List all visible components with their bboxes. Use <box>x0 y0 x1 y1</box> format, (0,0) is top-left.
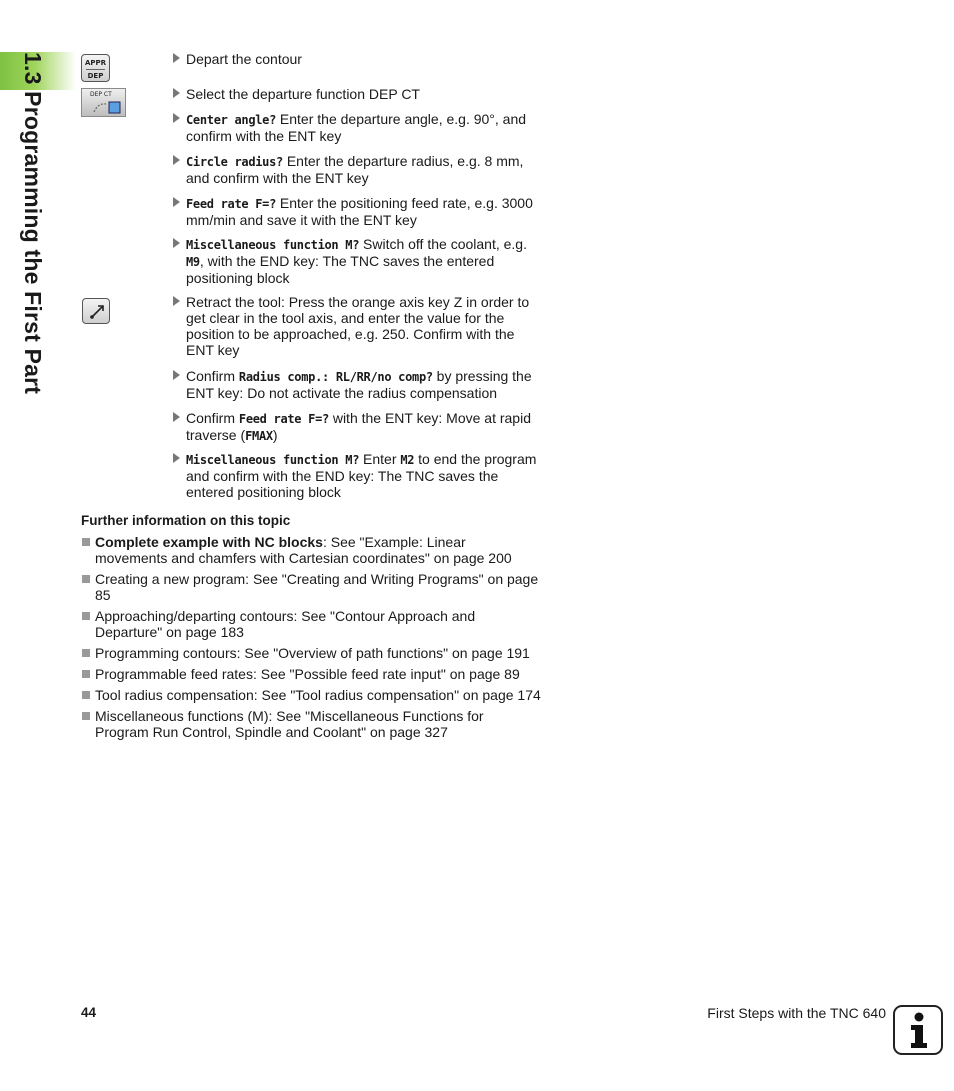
prompt-code: Miscellaneous function M? <box>186 238 360 252</box>
dep-key-label: DEP <box>87 72 104 80</box>
step-text: to end the program and confirm with the END key: The TNC saves the entered positioning block <box>186 451 537 500</box>
inline-code: M9 <box>186 255 200 269</box>
further-info-list <box>81 534 541 745</box>
appr-dep-key-icon <box>81 54 110 82</box>
info-i-glyph-icon <box>895 1007 941 1053</box>
footer-title: First Steps with the TNC 640 <box>707 1005 886 1021</box>
step-text: Enter the departure angle, e.g. 90°, and confirm with the ENT key <box>186 111 527 144</box>
dep-ct-softkey-icon <box>81 88 126 117</box>
step-radius-comp <box>173 368 546 401</box>
step-text: with the ENT key: Move at rapid traverse ( <box>186 410 531 443</box>
step-text: Select the departure function DEP CT <box>186 86 420 102</box>
step-text: Confirm <box>186 368 239 384</box>
step-confirm-feed-rate <box>173 410 546 444</box>
list-item-text: Approaching/departing contours: See "Contour Approach and Departure" on page 183 <box>95 608 476 640</box>
step-feed-rate <box>173 195 546 228</box>
list-item <box>81 608 541 640</box>
step-text: Enter the departure radius, e.g. 8 mm, and confirm with the ENT key <box>186 153 524 186</box>
step-text: , with the END key: The TNC saves the entered positioning block <box>186 253 495 286</box>
step-text: Depart the contour <box>186 51 302 67</box>
list-item <box>81 571 541 603</box>
prompt-code: Center angle? <box>186 113 277 127</box>
list-item-text: : See "Example: Linear movements and chamfers with Cartesian coordinates" on page 200 <box>95 534 512 566</box>
prompt-code: Circle radius? <box>186 155 283 169</box>
axis-key-z-icon <box>82 298 110 324</box>
step-text: ) <box>272 427 278 443</box>
axis-retract-glyph-icon <box>88 303 106 321</box>
prompt-code: Miscellaneous function M? <box>186 453 360 467</box>
inline-code: FMAX <box>245 429 273 443</box>
step-center-angle <box>173 111 546 144</box>
list-item <box>81 666 541 682</box>
appr-key-label: APPR <box>84 59 107 67</box>
prompt-code: Feed rate F=? <box>238 412 329 426</box>
step-text: Switch off the coolant, e.g. <box>359 236 527 252</box>
step-depart-contour <box>173 51 546 67</box>
list-item-text: Miscellaneous functions (M): See "Miscellaneous Functions for Program Run Control, Spindle and Coolant" on page 327 <box>95 708 484 740</box>
step-text: by pressing the ENT key: Do not activate the radius compensation <box>186 368 532 401</box>
key-separator <box>86 69 105 70</box>
info-icon <box>893 1005 943 1055</box>
list-item-text: Programming contours: See "Overview of path functions" on page 191 <box>95 645 530 661</box>
list-item <box>81 534 541 566</box>
step-circle-radius <box>173 153 546 186</box>
step-text: Enter the positioning feed rate, e.g. 3000 mm/min and save it with the ENT key <box>186 195 533 228</box>
prompt-code: Feed rate F=? <box>186 197 277 211</box>
list-item-bold: Complete example with NC blocks <box>95 534 323 550</box>
list-item-text: Creating a new program: See "Creating and Writing Programs" on page 85 <box>95 571 539 603</box>
dep-ct-softkey-label: DEP CT <box>90 91 112 98</box>
step-text: Confirm <box>186 410 239 426</box>
dep-ct-glyph-icon <box>92 99 122 115</box>
list-item-text: Tool radius compensation: See "Tool radius compensation" on page 174 <box>95 687 541 703</box>
list-item <box>81 645 541 661</box>
step-select-dep-ct <box>173 86 546 102</box>
page-number: 44 <box>81 1005 97 1020</box>
step-text: Enter <box>359 451 401 467</box>
step-misc-function-coolant <box>173 236 546 286</box>
further-info-heading: Further information on this topic <box>81 513 291 528</box>
step-text: Retract the tool: Press the orange axis key Z in order to get clear in the tool axis, and enter the value for the position to be approached, e.g. 250. Confirm with the ENT key <box>186 294 530 358</box>
prompt-code: Radius comp.: RL/RR/no comp? <box>238 370 433 384</box>
step-misc-function-end <box>173 451 546 500</box>
step-retract-tool <box>173 294 546 358</box>
chapter-title: 1.3 Programming the First Part <box>20 52 46 395</box>
list-item <box>81 687 541 703</box>
list-item <box>81 708 541 740</box>
inline-code: M2 <box>400 453 415 467</box>
list-item-text: Programmable feed rates: See "Possible feed rate input" on page 89 <box>95 666 520 682</box>
